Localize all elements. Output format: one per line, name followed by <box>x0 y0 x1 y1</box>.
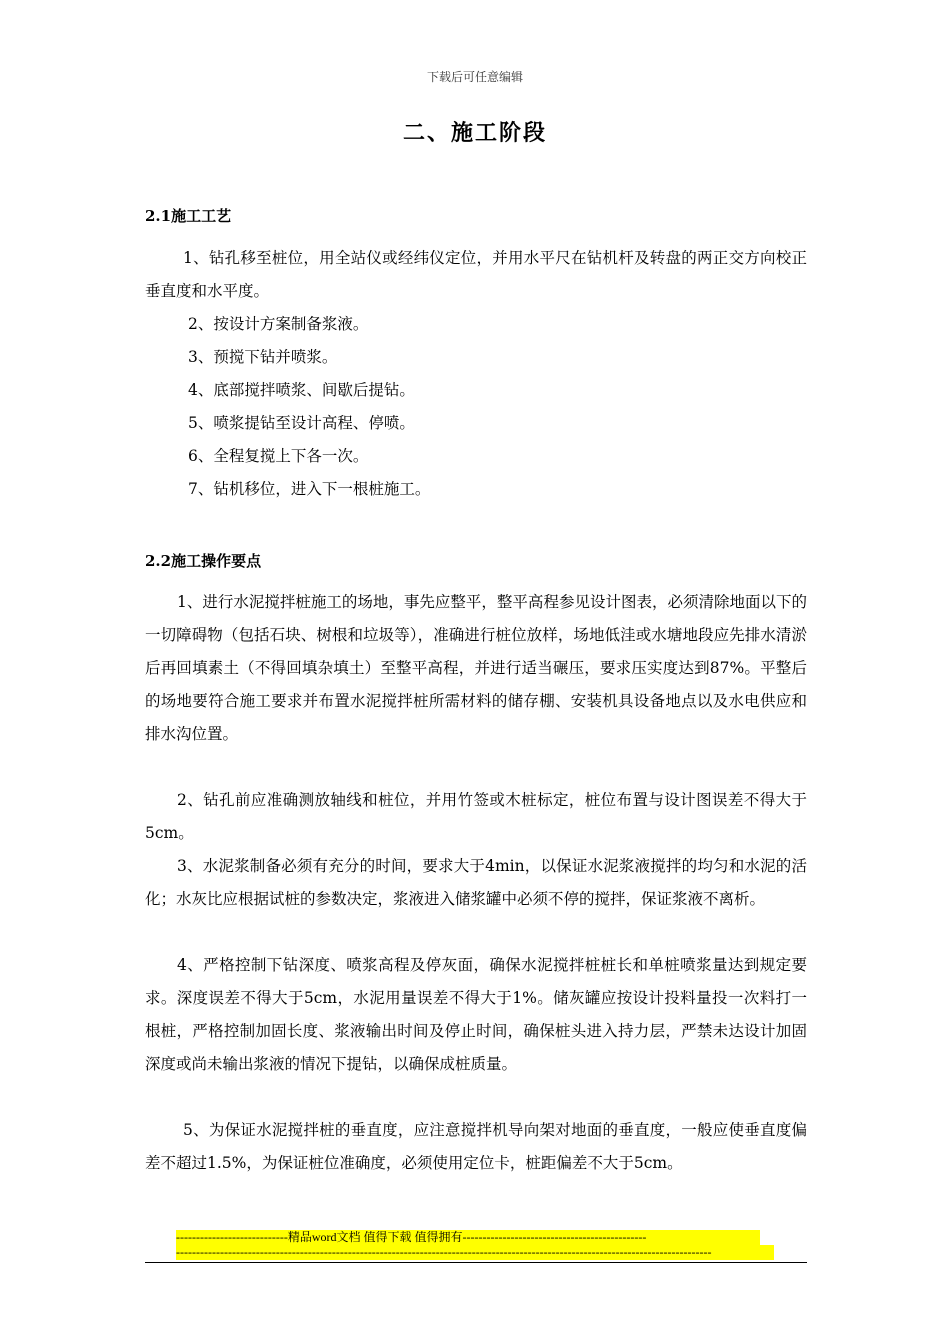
header-note: 下载后可任意编辑 <box>426 70 523 84</box>
key-point-5: 5、为保证水泥搅拌桩的垂直度，应注意搅拌机导向架对地面的垂直度，一般应使垂直度偏差不超过1.5%，为保证桩位准确度，必须使用定位卡，桩距偏差不大于5cm。 <box>145 1121 807 1172</box>
process-step-2: 2、按设计方案制备浆液。 <box>188 315 369 333</box>
key-point-2: 2、钻孔前应准确测放轴线和桩位，并用竹签或木桩标定，桩位布置与设计图误差不得大于5cm。 <box>145 791 807 842</box>
section-heading-2-1: 2.1施工工艺 <box>145 207 232 225</box>
process-step-5: 5、喷浆提钻至设计高程、停喷。 <box>188 414 415 432</box>
key-point-3: 3、水泥浆制备必须有充分的时间，要求大于4min，以保证水泥浆液搅拌的均匀和水泥的活化；水灰比应根据试桩的参数决定，浆液进入储浆罐中必须不停的搅拌，保证浆液不离析。 <box>145 857 807 908</box>
process-step-3: 3、预搅下钻并喷浆。 <box>188 348 338 366</box>
page-title: 二、施工阶段 <box>402 120 547 146</box>
process-step-7: 7、钻机移位，进入下一根桩施工。 <box>188 480 431 498</box>
process-step-1: 1、钻孔移至桩位，用全站仪或经纬仪定位，并用水平尺在钻机杆及转盘的两正交方向校正垂直度和水平度。 <box>145 249 807 300</box>
process-step-6: 6、全程复搅上下各一次。 <box>188 447 369 465</box>
section-heading-2-2: 2.2施工操作要点 <box>145 552 262 570</box>
footer-banner-line: ----------------------------精品word文档 值得下载 值得拥有---------------------------------------------- <box>176 1230 760 1245</box>
key-point-1: 1、进行水泥搅拌桩施工的场地，事先应整平，整平高程参见设计图表，必须清除地面以下的一切障碍物（包括石块、树根和垃圾等），准确进行桩位放样，场地低洼或水塘地段应先排水清淤后再回填素土（不得回填杂填土）至整平高程，并进行适当碾压，要求压实度达到87%。平整后的场地要符合施工要求并布置水泥搅拌桩所需材料的储存棚、安装机具设备地点以及水电供应和排水沟位置。 <box>145 593 807 743</box>
key-point-4: 4、严格控制下钻深度、喷浆高程及停灰面，确保水泥搅拌桩桩长和单桩喷浆量达到规定要求。深度误差不得大于5cm，水泥用量误差不得大于1%。储灰罐应按设计投料量投一次料打一根桩，严格控制加固长度、浆液输出时间及停止时间，确保桩头进入持力层，严禁未达设计加固深度或尚未输出浆液的情况下提钻，以确保成桩质量。 <box>145 956 807 1073</box>
footer-dash-line: -------------------------------------------------------------------------------------------------------------------------------------- <box>176 1245 774 1260</box>
footer-rule <box>145 1262 807 1263</box>
process-step-4: 4、底部搅拌喷浆、间歇后提钻。 <box>188 381 415 399</box>
